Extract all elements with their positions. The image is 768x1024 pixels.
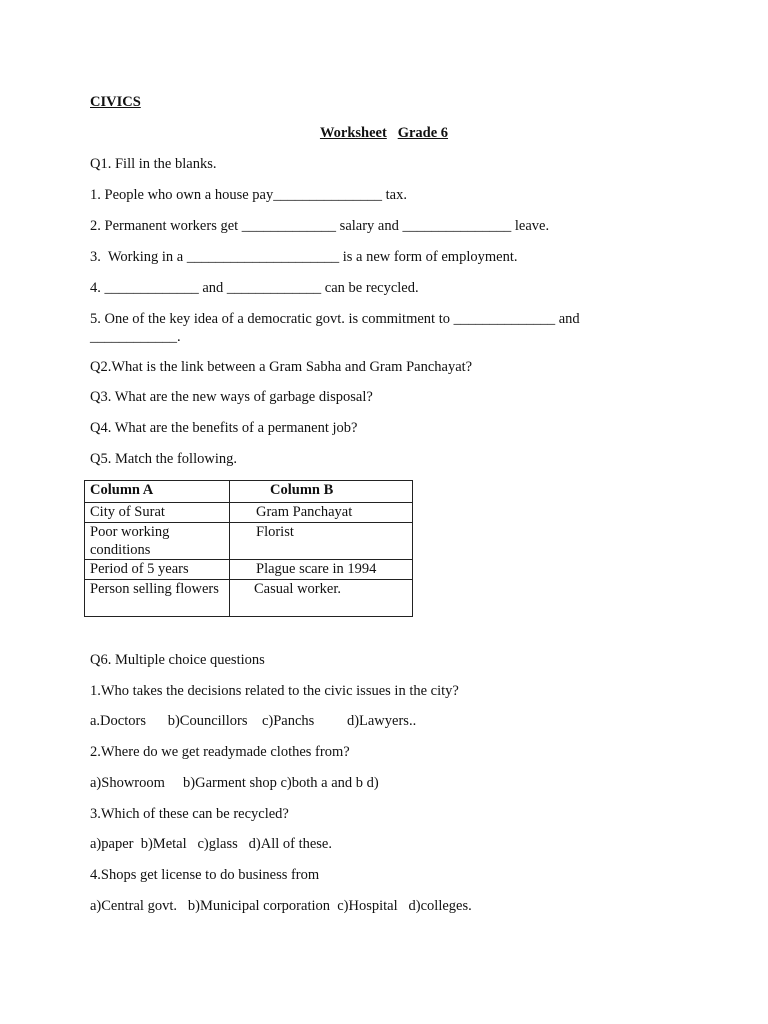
column-b-cell: Plague scare in 1994 xyxy=(230,560,413,580)
q3-question: Q3. What are the new ways of garbage disposal? xyxy=(90,389,373,405)
q1-item-3: 3. Working in a _____________________ is a new form of employment. xyxy=(90,249,518,265)
column-a-header: Column A xyxy=(85,481,230,503)
mcq-1-question: 1.Who takes the decisions related to the civic issues in the city? xyxy=(90,683,459,699)
mcq-option: b)Municipal corporation xyxy=(187,898,330,914)
q1-heading: Q1. Fill in the blanks. xyxy=(90,156,217,172)
mcq-option: b)Councillors xyxy=(167,713,248,729)
mcq-1-options xyxy=(90,712,416,730)
table-row xyxy=(85,580,413,617)
column-b-cell: Florist xyxy=(230,523,413,560)
mcq-3-options xyxy=(90,835,332,853)
mcq-option: c)both a and b xyxy=(280,775,364,791)
q1-item-5: 5. One of the key idea of a democratic govt. is commitment to ______________ and xyxy=(90,311,580,327)
mcq-option: c)Panchs xyxy=(261,713,315,729)
table-row xyxy=(85,560,413,580)
mcq-4-question: 4.Shops get license to do business from xyxy=(90,867,320,883)
mcq-2-question: 2.Where do we get readymade clothes from? xyxy=(90,744,350,760)
q1-item-5-continued: ____________. xyxy=(90,329,181,345)
q4-question: Q4. What are the benefits of a permanent job? xyxy=(90,420,358,436)
mcq-option: b)Metal xyxy=(140,836,187,852)
match-table xyxy=(84,480,413,617)
q1-item-1: 1. People who own a house pay_______________ tax. xyxy=(90,187,407,203)
subject-heading: CIVICS xyxy=(90,94,141,110)
mcq-option: a.Doctors xyxy=(90,713,146,729)
mcq-option: c)glass xyxy=(197,836,238,852)
mcq-option: a)Central govt. xyxy=(90,898,177,914)
worksheet-title xyxy=(0,124,768,142)
mcq-option: d) xyxy=(366,775,379,791)
column-a-cell: City of Surat xyxy=(85,503,230,523)
mcq-2-options xyxy=(90,774,379,792)
q1-item-2: 2. Permanent workers get _____________ salary and _______________ leave. xyxy=(90,218,550,234)
column-b-cell: Gram Panchayat xyxy=(230,503,413,523)
q6-heading: Q6. Multiple choice questions xyxy=(90,652,265,668)
q2-question: Q2.What is the link between a Gram Sabha and Gram Panchayat? xyxy=(90,359,473,375)
column-a-cell: Person selling flowers xyxy=(85,580,230,617)
table-row xyxy=(85,503,413,523)
mcq-3-question: 3.Which of these can be recycled? xyxy=(90,806,289,822)
worksheet-label: Worksheet xyxy=(319,125,387,141)
mcq-option: a)paper xyxy=(90,836,134,852)
column-a-cell: Period of 5 years xyxy=(85,560,230,580)
column-a-cell: Poor working conditions xyxy=(85,523,230,560)
mcq-option: d)All of these. xyxy=(248,836,332,852)
mcq-option: d)colleges. xyxy=(408,898,472,914)
q5-heading: Q5. Match the following. xyxy=(90,451,237,467)
q1-item-4: 4. _____________ and _____________ can be recycled. xyxy=(90,280,419,296)
mcq-option: b)Garment shop xyxy=(183,775,277,791)
column-b-cell: Casual worker. xyxy=(230,580,413,617)
mcq-option: d)Lawyers.. xyxy=(346,713,417,729)
grade-label: Grade 6 xyxy=(397,125,449,141)
column-b-header: Column B xyxy=(230,481,413,503)
table-row xyxy=(85,523,413,560)
mcq-4-options xyxy=(90,897,472,915)
match-table-header xyxy=(85,481,413,503)
mcq-option: a)Showroom xyxy=(90,775,165,791)
mcq-option: c)Hospital xyxy=(337,898,398,914)
